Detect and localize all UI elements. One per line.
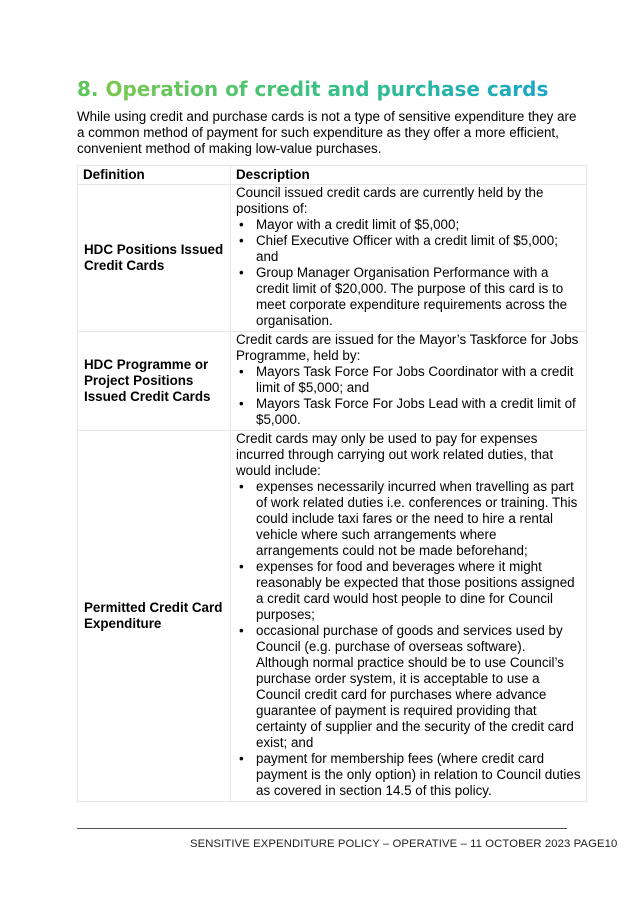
table-row (78, 332, 587, 431)
list-item: • Chief Executive Officer with a credit limit of $5,000; and (256, 233, 581, 265)
footer-divider (77, 828, 567, 829)
description-list (236, 217, 581, 331)
list-item: • expenses for food and beverages where it might reasonably be expected that those positions assigned a credit card would host people to dine for Council purposes; (256, 559, 581, 623)
description-list (236, 364, 581, 430)
intro-paragraph: While using credit and purchase cards is not a type of sensitive expenditure they are a common method of payment for such expenditure as they offer a more efficient, convenient method of making low-value purchases. (77, 109, 577, 156)
section-heading (77, 77, 548, 101)
description-intro: Credit cards may only be used to pay for expenses incurred through carrying out work related duties, that would include: (236, 431, 554, 478)
description-intro: Credit cards are issued for the Mayor’s Taskforce for Jobs Programme, held by: (236, 332, 579, 363)
section-title: Operation of credit and purchase cards (105, 77, 549, 101)
definition-cell: HDC Programme or Project Positions Issued Credit Cards (78, 332, 231, 431)
list-item: • Mayors Task Force For Jobs Lead with a credit limit of $5,000. (256, 396, 581, 428)
table-header-row (78, 166, 587, 185)
definition-cell: HDC Positions Issued Credit Cards (78, 185, 231, 332)
description-intro: Council issued credit cards are currently held by the positions of: (236, 185, 544, 216)
list-item: • Mayor with a credit limit of $5,000; (256, 217, 581, 233)
definition-cell: Permitted Credit Card Expenditure (78, 431, 231, 802)
page-footer: SENSITIVE EXPENDITURE POLICY – OPERATIVE – 11 OCTOBER 2023 PAGE10 (190, 838, 618, 850)
description-cell (231, 332, 587, 431)
list-item: • occasional purchase of goods and services used by Council (e.g. purchase of overseas software). Although normal practice should be to use Council’s purchase order system, it is acceptable to use a Council credit card for purchases where advance guarantee of payment is required providing that certainty of supplier and the security of the credit card exist; and (256, 623, 581, 751)
section-number: 8. (77, 77, 99, 101)
list-item: • expenses necessarily incurred when travelling as part of work related duties i.e. conferences or training. This could include taxi fares or the need to hire a rental vehicle where such arrangements where arrangements could not be made beforehand; (256, 479, 581, 559)
list-item: • Group Manager Organisation Performance with a credit limit of $20,000. The purpose of this card is to meet corporate expenditure requirements across the organisation. (256, 265, 581, 329)
description-cell (231, 431, 587, 802)
table-row (78, 185, 587, 332)
header-definition: Definition (78, 166, 231, 185)
list-item: • payment for membership fees (where credit card payment is the only option) in relation to Council duties as covered in section 14.5 of this policy. (256, 751, 581, 799)
header-description: Description (231, 166, 587, 185)
definitions-table (77, 165, 587, 802)
description-list (236, 479, 581, 801)
list-item: • Mayors Task Force For Jobs Coordinator with a credit limit of $5,000; and (256, 364, 581, 396)
table-row (78, 431, 587, 802)
description-cell (231, 185, 587, 332)
